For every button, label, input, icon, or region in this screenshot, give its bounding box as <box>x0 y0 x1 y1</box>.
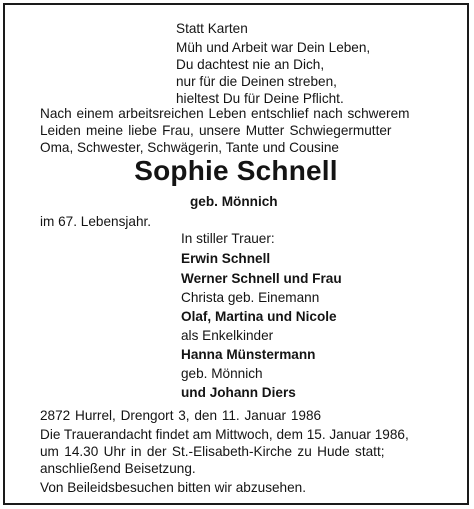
mourner-entry: und Johann Diers <box>181 385 296 400</box>
closing-note: Von Beileidsbesuchen bitten wir abzusehen. <box>40 480 307 495</box>
header-title: Statt Karten <box>176 21 248 36</box>
mourner-entry: Hanna Münstermann <box>181 347 316 362</box>
poem-line: hieltest Du für Deine Pflicht. <box>176 91 344 106</box>
poem-line: nur für die Deinen streben, <box>176 74 337 89</box>
mourner-entry: geb. Mönnich <box>181 366 263 381</box>
mourner-entry: als Enkelkinder <box>181 328 274 343</box>
mourners-intro: In stiller Trauer: <box>181 231 275 246</box>
mourner-entry: Erwin Schnell <box>181 251 271 266</box>
service-line: anschließend Beisetzung. <box>40 461 196 476</box>
service-line: Die Trauerandacht findet am Mittwoch, dem 15. Januar 1986, <box>40 427 409 442</box>
mourner-entry: Christa geb. Einemann <box>181 290 320 305</box>
announcement-line: Leiden meine liebe Frau, unsere Mutter Schwiegermutter <box>40 123 392 138</box>
poem-line: Du dachtest nie an Dich, <box>176 57 325 72</box>
mourner-entry: Werner Schnell und Frau <box>181 271 342 286</box>
deceased-maiden-name: geb. Mönnich <box>190 194 278 209</box>
mourner-entry: Olaf, Martina und Nicole <box>181 309 337 324</box>
address-date: 2872 Hurrel, Drengort 3, den 11. Januar 1986 <box>40 408 322 423</box>
service-line: um 14.30 Uhr in der St.-Elisabeth-Kirche zu Hude statt; <box>40 444 385 459</box>
age-line: im 67. Lebensjahr. <box>40 214 152 229</box>
deceased-name: Sophie Schnell <box>134 155 338 186</box>
announcement-line: Nach einem arbeitsreichen Leben entschlief nach schwerem <box>40 106 410 121</box>
poem-line: Müh und Arbeit war Dein Leben, <box>176 40 371 55</box>
announcement-line: Oma, Schwester, Schwägerin, Tante und Cousine <box>40 140 339 155</box>
obituary-notice <box>3 3 469 505</box>
